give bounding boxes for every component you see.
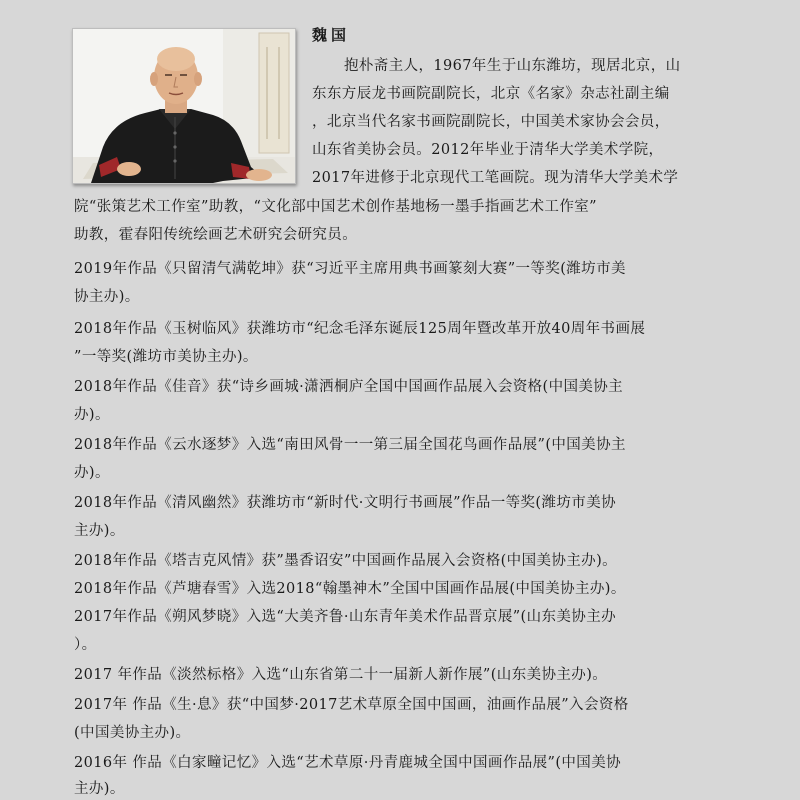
award-line: 2019年作品《只留清气满乾坤》获“习近平主席用典书画篆刻大赛”一等奖(潍坊市美 (74, 261, 626, 277)
award-line: 办)。 (74, 407, 110, 423)
bio-line: 助教，霍春阳传统绘画艺术研究会研究员。 (74, 227, 358, 243)
award-line: 协主办)。 (74, 289, 140, 305)
award-line: 2018年作品《塔吉克风情》获”墨香诏安”中国画作品展入会资格(中国美协主办)。 (74, 553, 618, 569)
award-line: 2018年作品《清风幽然》获潍坊市“新时代·文明行书画展”作品一等奖(潍坊市美协 (74, 495, 616, 511)
award-line: 2017年 作品《生·息》获“中国梦·2017艺术草原全国中国画，油画作品展”入会资格 (74, 697, 629, 713)
award-line: 2016年 作品《白家疃记忆》入选“艺术草原·丹青鹿城全国中国画作品展”(中国美协 (74, 755, 621, 771)
award-line: 2018年作品《云水逐梦》入选“南田风骨一一第三届全国花鸟画作品展”(中国美协主 (74, 437, 626, 453)
portrait-illustration (73, 29, 295, 183)
bio-line: 抱朴斋主人，1967年生于山东潍坊，现居北京，山 (344, 58, 681, 74)
award-line: 2018年作品《玉树临风》获潍坊市“纪念毛泽东诞辰125周年暨改革开放40周年书画展 (74, 321, 646, 337)
award-line: 主办)。 (74, 523, 125, 539)
award-line: (中国美协主办)。 (74, 725, 191, 741)
award-line: ”一等奖(潍坊市美协主办)。 (74, 349, 258, 365)
bio-line: 东东方辰龙书画院副院长，北京《名家》杂志社副主编 (312, 86, 670, 102)
artist-name: 魏国 (312, 26, 351, 44)
award-line: 办)。 (74, 465, 110, 481)
bio-line: 院“张策艺术工作室”助教，“文化部中国艺术创作基地杨一墨手指画艺术工作室” (74, 199, 597, 215)
award-line: 2017 年作品《淡然标格》入选“山东省第二十一届新人新作展”(山东美协主办)。 (74, 667, 608, 683)
award-line: 2017年作品《朔风梦晓》入选“大美齐鲁·山东青年美术作品晋京展”(山东美协主办 (74, 609, 616, 625)
bio-line: ，北京当代名家书画院副院长，中国美术家协会会员， (312, 114, 670, 130)
award-line: 主办)。 (74, 781, 125, 797)
award-line: 2018年作品《芦塘春雪》入选2018“翰墨神木”全国中国画作品展(中国美协主办)。 (74, 581, 626, 597)
bio-line: 2017年进修于北京现代工笔画院。现为清华大学美术学 (312, 170, 679, 186)
award-line: 2018年作品《佳音》获“诗乡画城·潇洒桐庐全国中国画作品展入会资格(中国美协主 (74, 379, 624, 395)
artist-portrait-photo (72, 28, 296, 184)
bio-line: 山东省美协会员。2012年毕业于清华大学美术学院， (312, 142, 664, 158)
award-line: ）。 (74, 637, 97, 653)
